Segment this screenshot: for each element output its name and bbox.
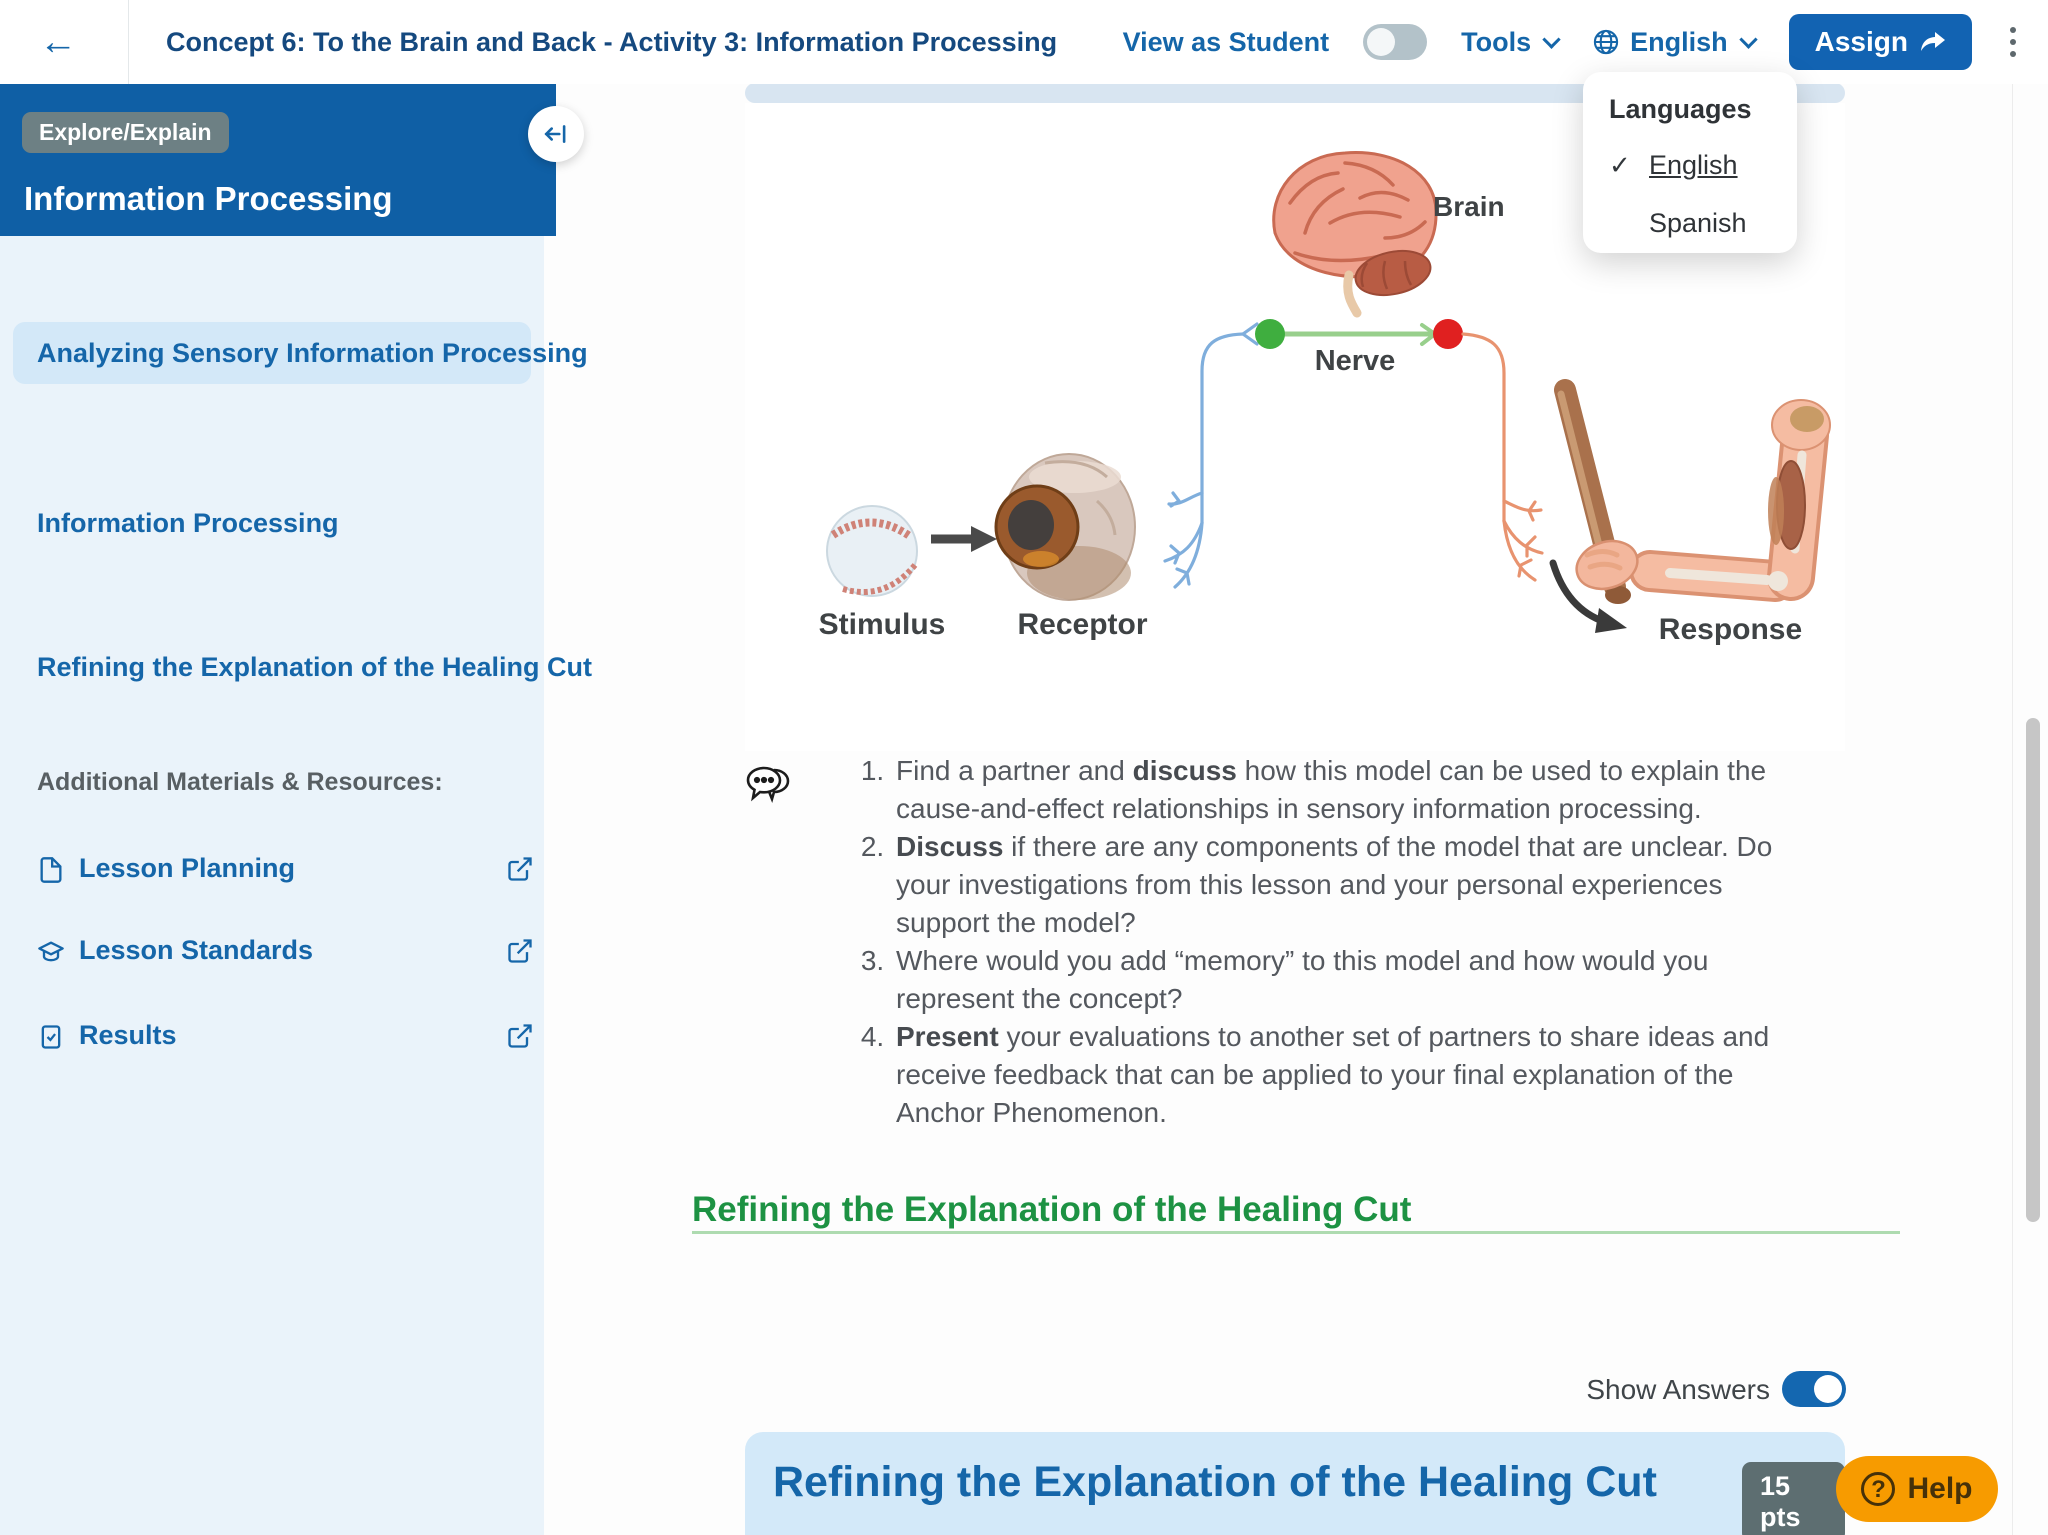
arm-illustration bbox=[1650, 400, 1830, 591]
toggle-knob bbox=[1367, 28, 1395, 56]
resources-section-label: Additional Materials & Resources: bbox=[37, 768, 443, 796]
sidebar-item-refining-explanation[interactable]: Refining the Explanation of the Healing Cut bbox=[37, 652, 593, 682]
diagram-label-response: Response bbox=[1658, 613, 1803, 646]
sidebar-title: Information Processing bbox=[24, 180, 393, 217]
collapse-left-icon bbox=[543, 121, 569, 147]
share-arrow-icon bbox=[1920, 30, 1946, 54]
efferent-nerve-path bbox=[1463, 334, 1542, 580]
language-option-spanish[interactable]: Spanish bbox=[1649, 208, 1747, 238]
eye-illustration bbox=[996, 454, 1135, 600]
diagram-label-stimulus: Stimulus bbox=[818, 608, 946, 641]
afferent-nerve-path bbox=[1165, 324, 1257, 587]
page-title: Concept 6: To the Brain and Back - Activity 3: Information Processing bbox=[166, 27, 1058, 57]
hand-illustration bbox=[1570, 534, 1643, 597]
brain-illustration bbox=[1274, 153, 1436, 313]
language-label: English bbox=[1630, 26, 1728, 57]
diagram-label-nerve: Nerve bbox=[1314, 345, 1396, 377]
tools-label: Tools bbox=[1461, 26, 1532, 57]
section-heading-underline bbox=[692, 1231, 1900, 1234]
globe-icon bbox=[1592, 28, 1620, 56]
instruction-list bbox=[852, 752, 1810, 1132]
scrollbar-thumb[interactable] bbox=[2026, 718, 2040, 1222]
back-button[interactable]: ← bbox=[28, 20, 88, 64]
instruction-item-3: 3. Where would you add “memory” to this model and how would you represent the concept? bbox=[892, 942, 1810, 1018]
external-link-icon bbox=[506, 855, 534, 888]
chevron-down-icon bbox=[1542, 30, 1560, 48]
toggle-knob bbox=[1814, 1375, 1842, 1403]
external-link-icon bbox=[506, 1022, 534, 1055]
more-options-button[interactable] bbox=[2006, 23, 2020, 61]
language-menu-button[interactable] bbox=[1592, 27, 1755, 58]
sidebar-item-analyzing-sensory-active[interactable]: Analyzing Sensory Information Processing bbox=[13, 322, 531, 384]
sidebar-link-lesson-planning[interactable]: Lesson Planning bbox=[0, 851, 544, 891]
results-clipboard-icon bbox=[37, 1022, 65, 1057]
section-heading-refining: Refining the Explanation of the Healing Cut bbox=[692, 1190, 1412, 1229]
sidebar-link-lesson-standards[interactable]: Lesson Standards bbox=[0, 933, 544, 973]
assessment-card bbox=[745, 1432, 1845, 1535]
question-mark-icon: ? bbox=[1861, 1472, 1895, 1506]
language-dropdown-title: Languages bbox=[1609, 94, 1752, 124]
assign-label: Assign bbox=[1814, 26, 1908, 57]
show-answers-toggle[interactable] bbox=[1782, 1371, 1846, 1407]
scrollbar-track bbox=[2012, 0, 2013, 1535]
view-as-student-toggle[interactable] bbox=[1363, 24, 1427, 60]
toolbar-actions bbox=[1123, 0, 2020, 84]
view-as-student-label: View as Student bbox=[1122, 26, 1330, 57]
discussion-bubbles-icon bbox=[744, 764, 796, 815]
diagram-label-receptor: Receptor bbox=[1017, 608, 1148, 641]
tools-menu-button[interactable] bbox=[1461, 27, 1558, 58]
assessment-card-title: Refining the Explanation of the Healing Cut bbox=[773, 1458, 1657, 1506]
chevron-down-icon bbox=[1739, 30, 1757, 48]
help-button[interactable]: ? Help bbox=[1836, 1456, 1998, 1522]
stimulus-arrow bbox=[931, 526, 997, 552]
graduation-cap-icon bbox=[37, 937, 65, 972]
sidebar-collapse-button[interactable] bbox=[528, 106, 584, 162]
external-link-icon bbox=[506, 937, 534, 970]
diagram-label-brain: Brain bbox=[1433, 191, 1505, 222]
language-dropdown bbox=[1583, 72, 1797, 253]
instruction-item-4: 4. Present your evaluations to another set of partners to share ideas and receive feedback that can be applied to your final explanation of the Anchor Phenomenon. bbox=[892, 1018, 1810, 1132]
points-badge: 15 pts bbox=[1742, 1462, 1845, 1535]
assign-button[interactable] bbox=[1789, 14, 1972, 70]
language-option-english[interactable]: ✓ English bbox=[1609, 150, 1738, 180]
toolbar-divider bbox=[128, 0, 129, 84]
sidebar bbox=[0, 236, 593, 1535]
document-icon bbox=[37, 855, 65, 890]
show-answers-label: Show Answers bbox=[1586, 1374, 1770, 1405]
sidebar-item-information-processing[interactable]: Information Processing bbox=[37, 508, 339, 538]
checkmark-icon: ✓ bbox=[1609, 150, 1631, 180]
instruction-item-2: 2. Discuss if there are any components of the model that are unclear. Do your investigations from this lesson and your personal experiences support the model? bbox=[892, 828, 1810, 942]
sidebar-link-results[interactable]: Results bbox=[0, 1018, 544, 1058]
lesson-phase-badge: Explore/Explain bbox=[22, 112, 229, 153]
baseball-illustration bbox=[827, 506, 917, 596]
sidebar-header bbox=[0, 84, 556, 236]
instruction-item-1: 1. Find a partner and discuss how this model can be used to explain the cause-and-effect relationships in sensory information processing. bbox=[892, 752, 1810, 828]
